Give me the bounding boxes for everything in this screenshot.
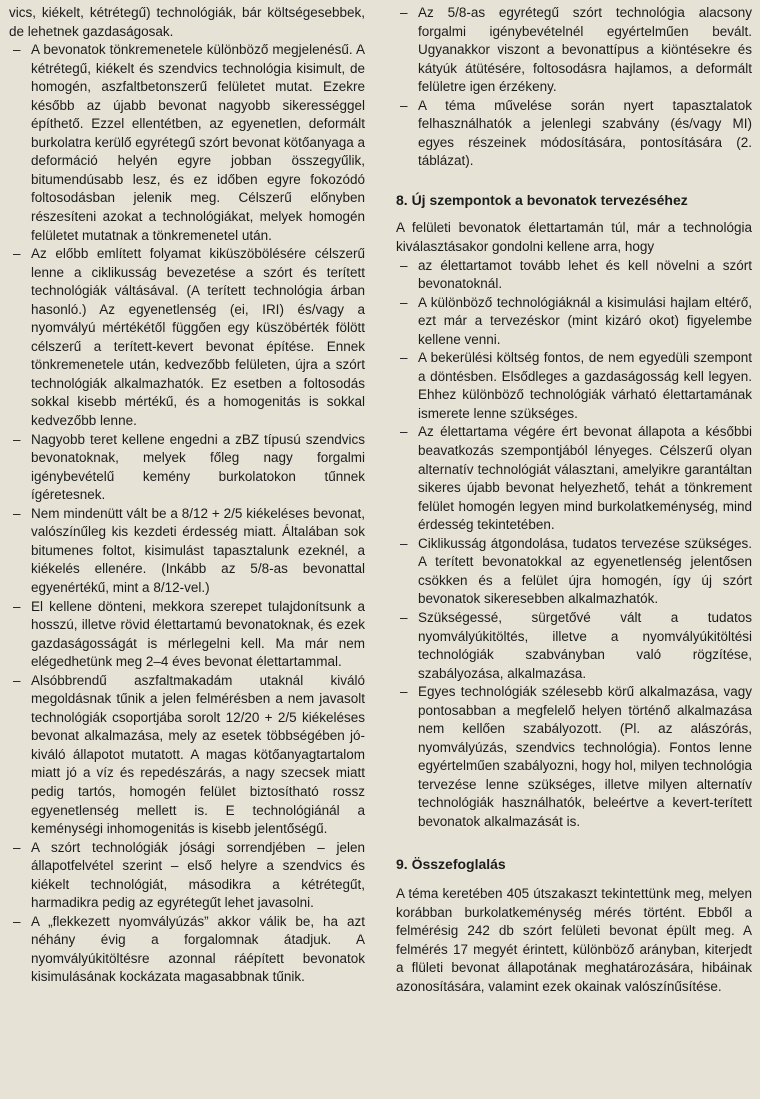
section-8-intro: A felületi bevonatok élettartamán túl, már a technológia kiválasztásakor gondolni kellene arra, hogy <box>396 220 752 255</box>
list-item: – Ciklikusság átgondolása, tudatos tervezése szükséges. A terített bevonatokkal az egyenetlenség jelentősen csökken és a felület újra homogén, így új szórt bevonatok sikeresebben alkalmazhatók. <box>396 535 752 609</box>
section-8-heading: 8. Új szempontok a bevonatok tervezéséhez <box>396 191 688 208</box>
list-item: – Alsóbbrendű aszfaltmakadám utaknál kiváló megoldásnak tűnik a jelen felmérésben a nem javasolt technológiák csoportjába sorolt 12/20 + 2/5 kiékeléses bevonat alkalmazása, mely az esetek többségében jó-kiváló állapotot mutatott. A magas kötőanyagtartalom miatt jó a víz és repedészárás, a nagy szecsek miatt pedig tartós, homogén felület biztosítható rossz egyenetlenség mellett is. E technológiánál a keménységi inhomogenitás is kisebb jelentőségű. <box>9 672 365 839</box>
list-item: – A téma művelése során nyert tapasztalatok felhasználhatók a jelenlegi szabvány (és/vagy MI) egyes részeinek módosítására, pontosítására (2. táblázat). <box>396 97 752 171</box>
list-item: – A bekerülési költség fontos, de nem egyedüli szempont a döntésben. Elsődleges a gazdaságosság kell legyen. Ehhez különböző technológiák várható élettartamának ismerete lenne szükséges. <box>396 349 752 423</box>
list-item: – Az 5/8-as egyrétegű szórt technológia alacsony forgalmi igénybevételnél egyértelműen bevált. Ugyanakkor viszont a bevonattípus a kiöntésekre és kátyúk átütésére, foltosodásra hajlamos, a deformált felületre igen érzékeny. <box>396 4 752 97</box>
section-9-text: A téma keretében 405 útszakaszt tekintettünk meg, melyen korábban burkolatkeménység mérés történt. Ebből a felmérésig 242 db szórt felületi bevonat épült meg. A felmérés 17 megyét érintett, különböző arányban, kiterjedt a flületi bevonat állapotának meghatározására, hibáinak azonosítására, valamint ezek okainak valószínűsítése. <box>396 886 752 994</box>
list-item: – El kellene dönteni, mekkora szerepet tulajdonítsunk a hosszú, illetve rövid élettartamú bevonatoknak, és ezek gazdaságosságát is mérlegelni kell. Ma már nem elégedhetünk meg 2–4 éves bevonat élettartammal. <box>9 598 365 672</box>
paragraph-continuation: vics, kiékelt, kétrétegű) technológiák, bár költségesebbek, de lehetnek gazdaságosak. <box>9 5 365 39</box>
list-item: – az élettartamot tovább lehet és kell növelni a szórt bevonatoknál. <box>396 257 752 294</box>
list-item: – A „flekkezett nyomvályúzás” akkor válik be, ha azt néhány évig a forgalomnak átadjuk. A nyomvályúkitöltésre azonnal ráépített bevonatok kisimulásának kockázata magasabbnak tűnik. <box>9 913 365 987</box>
left-column <box>9 4 365 987</box>
section-9-heading: 9. Összefoglalás <box>396 855 506 872</box>
list-item: – Az előbb említett folyamat kiküszöbölésére célszerű lenne a ciklikusság bevezetése a szórt és terített technológiák váltásával. (A terített technológia árban hasonló.) Az egyenetlenség (ei, IRI) és/vagy a nyomvályú mértékétől függően egy küszöbérték fölött célszerű a terített-kevert bevonat építése. Ennek tönkremenetele után, kedvezőbb felületen, újra a szórt technológiák alkalmazhatók. Ez esetben a foltosodás sokkal kisebb mértékű, és a homogenitás is sokkal kedvezőbb lenne. <box>9 245 365 430</box>
list-item: – Nagyobb teret kellene engedni a zBZ típusú szendvics bevonatoknak, melyek főleg nagy forgalmi igénybevételű kemény burkolatokon tűnnek ígéretesnek. <box>9 431 365 505</box>
list-item: – A különböző technológiáknál a kisimulási hajlam eltérő, ezt már a tervezéskor (mint kizáró okot) figyelembe kellene venni. <box>396 294 752 350</box>
list-item: – Nem mindenütt vált be a 8/12 + 2/5 kiékeléses bevonat, valószínűleg kis kezdeti érdesség miatt. Általában sok bitumenes foltot, kisimulást tapasztalunk ezeknél, a kiékelés ellenére. (Inkább az 5/8-as bevonattal egyenértékű, mint a 8/12-vel.) <box>9 505 365 598</box>
list-item: – A bevonatok tönkremenetele különböző megjelenésű. A kétrétegű, kiékelt és szendvics technológia kisimult, de homogén, aszfaltbetonszerű felületet mutat. Ezekre később az újabb bevonat nagyobb sikerességgel építhető. Ezzel ellentétben, az egyenetlen, deformált burkolatra kerülő egyrétegű szórt bevonat kötőanyaga a deformáció helyén egyre jobban összegyűlik, bitumendúsabb lesz, és ez időben egyre fokozódó foltosodásban jelenik meg. Célszerű előnyben részesíteni azokat a technológiákat, melyek homogén felületet mutatnak a tönkremenetel után. <box>9 41 365 245</box>
list-item: – Szükségessé, sürgetővé vált a tudatos nyomvályúkitöltés, illetve a nyomvályúkitöltési technológiák szabványban való rögzítése, szabályozása, alkalmazása. <box>396 609 752 683</box>
list-item: – Az élettartama végére ért bevonat állapota a későbbi beavatkozás szempontjából lényeges. Célszerű olyan alternatív technológiát választani, amelyikre garantáltan sikeres újabb bevonat helyezhető, tehát a tönkrement felület homogén legyen mind burkolatkeménység, mind érdesség tekintetében. <box>396 423 752 534</box>
right-column <box>396 4 752 996</box>
list-item: – Egyes technológiák szélesebb körű alkalmazása, vagy pontosabban a megfelelő helyen történő alkalmazása nem kellően szabályozott. (Pl. az alászórás, nyomvályúzás, szendvics technológia). Fontos lenne egyértelműen szabályozni, hogy hol, milyen technológia tervezése lenne szükséges, illetve milyen alternatív technológiák használhatók, beleértve a kevert-terített bevonatok alkalmazását is. <box>396 683 752 831</box>
list-item: – A szórt technológiák jósági sorrendjében – jelen állapotfelvétel szerint – első helyre a szendvics és kiékelt technológiát, másodikra a kétrétegűt, harmadikra pedig az egyrétegűt lehet javasolni. <box>9 839 365 913</box>
